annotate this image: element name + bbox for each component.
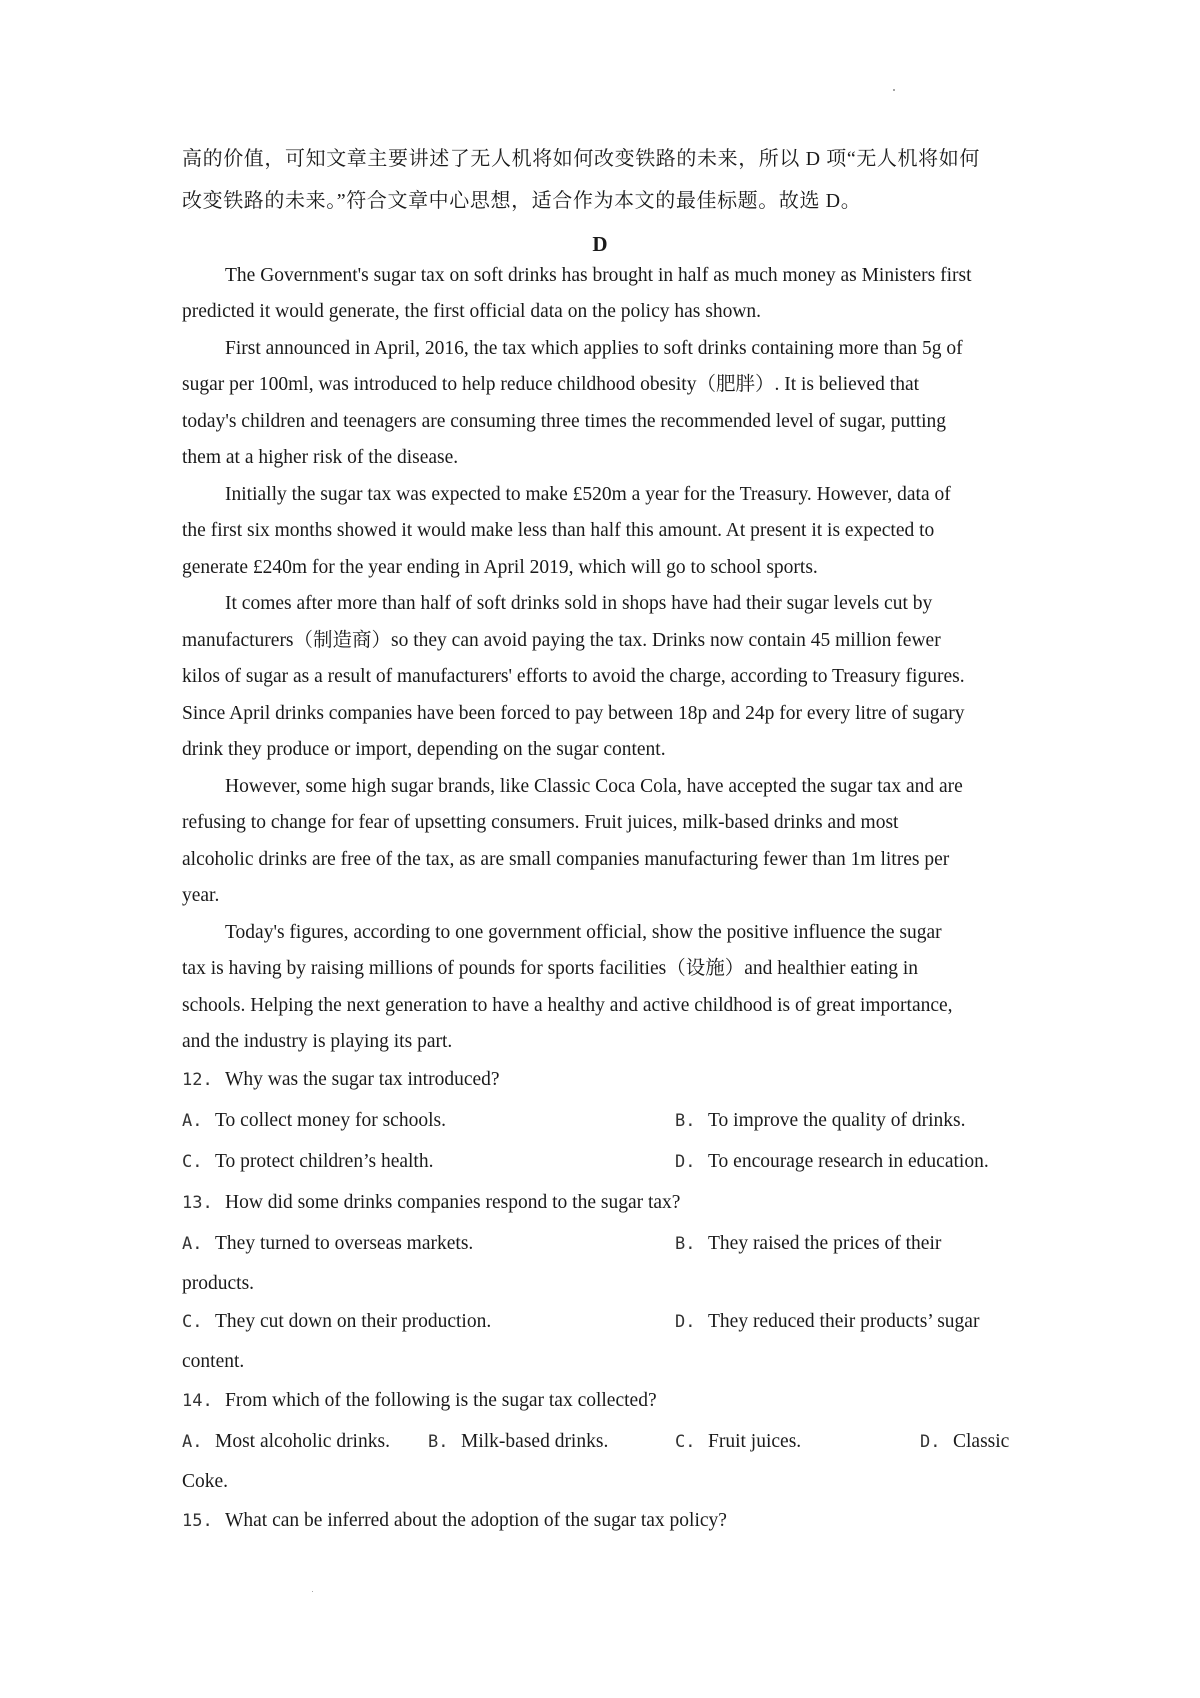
option-letter: B. [675,1234,696,1254]
question-number: 15. [182,1511,213,1531]
q14-option-c[interactable] [675,1427,801,1457]
option-letter: A. [182,1111,203,1131]
passage-p5-line-1: However, some high sugar brands, like Classic Coca Cola, have accepted the sugar tax and are [225,776,963,797]
question-text: How did some drinks companies respond to the sugar tax? [225,1192,681,1213]
question-15 [182,1506,727,1536]
section-title: D [592,232,608,256]
passage-p3-line-1: Initially the sugar tax was expected to make £520m a year for the Treasury. However, data of [225,484,951,505]
question-13 [182,1188,680,1218]
passage-p3-line-3: generate £240m for the year ending in April 2019, which will go to school sports. [182,557,818,578]
q13-option-b[interactable] [675,1229,941,1259]
question-number: 14. [182,1391,213,1411]
q13-option-c[interactable] [182,1307,491,1337]
question-12 [182,1065,500,1095]
option-letter: C. [182,1152,203,1172]
passage-p2-line-3: today's children and teenagers are consuming three times the recommended level of sugar, putting [182,411,947,432]
passage-p6-line-1: Today's figures, according to one government official, show the positive influence the sugar [225,922,942,943]
option-text: Most alcoholic drinks. [215,1431,390,1452]
passage-p1-line-1: The Government's sugar tax on soft drinks has brought in half as much money as Ministers first [225,265,972,286]
q14-option-d[interactable] [920,1427,1009,1457]
passage-p2-line-4: them at a higher risk of the disease. [182,447,459,468]
passage-p4-line-3: kilos of sugar as a result of manufacturers' efforts to avoid the charge, according to Treasury figures. [182,666,965,687]
passage-p6-line-2: tax is having by raising millions of pounds for sports facilities（设施）and healthier eating in [182,958,919,979]
q12-option-b[interactable] [675,1106,966,1136]
option-letter: C. [182,1312,203,1332]
passage-p2-line-2: sugar per 100ml, was introduced to help reduce childhood obesity（肥胖）. It is believed that [182,374,920,395]
q13-option-b-wrap: products. [182,1273,255,1294]
passage-p4-line-5: drink they produce or import, depending on the sugar content. [182,739,666,760]
passage-p5-line-2: refusing to change for fear of upsetting consumers. Fruit juices, milk-based drinks and most [182,812,899,833]
option-letter: B. [428,1432,449,1452]
option-text: They raised the prices of their [708,1233,942,1254]
passage-p6-line-4: and the industry is playing its part. [182,1031,453,1052]
passage-p2-line-1: First announced in April, 2016, the tax which applies to soft drinks containing more than 5g of [225,338,963,359]
question-number: 13. [182,1193,213,1213]
option-text: They turned to overseas markets. [215,1233,474,1254]
option-text: To collect money for schools. [215,1110,446,1131]
option-text: Classic [953,1431,1010,1452]
option-letter: C. [675,1432,696,1452]
question-number: 12. [182,1070,213,1090]
passage-p5-line-3: alcoholic drinks are free of the tax, as are small companies manufacturing fewer than 1m litres per [182,849,950,870]
q12-option-d[interactable] [675,1147,989,1177]
option-text: They cut down on their production. [215,1311,492,1332]
q12-option-c[interactable] [182,1147,433,1177]
question-text: From which of the following is the sugar tax collected? [225,1390,657,1411]
q13-option-d-wrap: content. [182,1351,245,1372]
prev-answer-line-1: 高的价值，可知文章主要讲述了无人机将如何改变铁路的未来，所以 D 项“无人机将如何 [182,148,980,170]
passage-p5-line-4: year. [182,885,220,906]
q12-option-a[interactable] [182,1106,446,1136]
passage-p3-line-2: the first six months showed it would make less than half this amount. At present it is expected to [182,520,935,541]
q13-option-d[interactable] [675,1307,979,1337]
option-letter: B. [675,1111,696,1131]
prev-answer-line-2: 改变铁路的未来。”符合文章中心思想，适合作为本文的最佳标题。故选 D。 [182,190,862,212]
q13-option-a[interactable] [182,1229,473,1259]
option-letter: A. [182,1432,203,1452]
passage-p6-line-3: schools. Helping the next generation to have a healthy and active childhood is of great importance, [182,995,953,1016]
option-text: To improve the quality of drinks. [708,1110,966,1131]
scan-speck [312,1591,313,1592]
option-text: Fruit juices. [708,1431,802,1452]
passage-p4-line-2: manufacturers（制造商）so they can avoid paying the tax. Drinks now contain 45 million fewer [182,630,941,651]
q14-option-a[interactable] [182,1427,390,1457]
option-text: To protect children’s health. [215,1151,434,1172]
passage-p1-line-2: predicted it would generate, the first official data on the policy has shown. [182,301,762,322]
question-text: What can be inferred about the adoption of the sugar tax policy? [225,1510,727,1531]
option-letter: D. [920,1432,941,1452]
question-14 [182,1386,657,1416]
q14-option-d-wrap: Coke. [182,1471,229,1492]
passage-p4-line-1: It comes after more than half of soft drinks sold in shops have had their sugar levels cut by [225,593,933,614]
option-letter: D. [675,1312,696,1332]
passage-p4-line-4: Since April drinks companies have been forced to pay between 18p and 24p for every litre of sugary [182,703,965,724]
option-text: To encourage research in education. [708,1151,989,1172]
option-letter: D. [675,1152,696,1172]
option-text: They reduced their products’ sugar [708,1311,980,1332]
option-letter: A. [182,1234,203,1254]
q14-option-b[interactable] [428,1427,608,1457]
option-text: Milk-based drinks. [461,1431,609,1452]
scan-speck [893,89,895,91]
question-text: Why was the sugar tax introduced? [225,1069,500,1090]
